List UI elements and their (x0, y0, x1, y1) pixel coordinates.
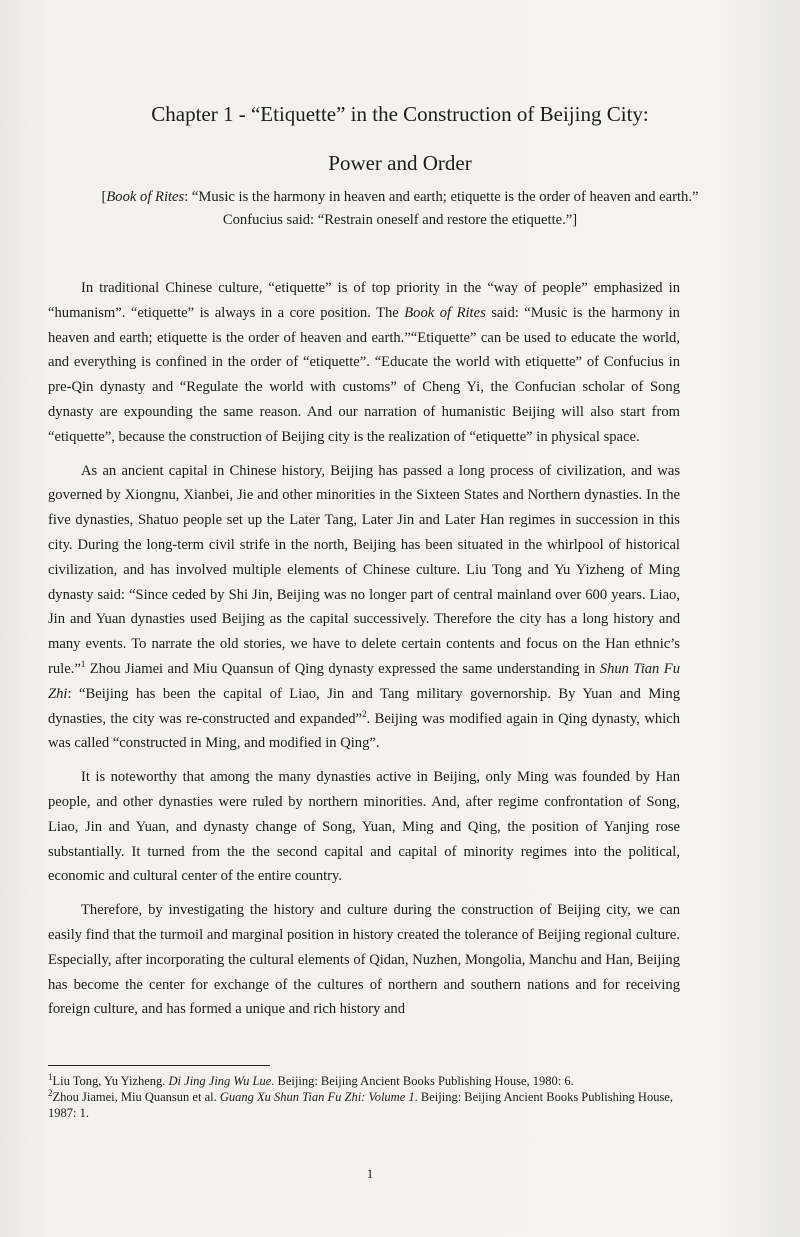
epigraph-source: Book of Rites (106, 189, 185, 205)
paragraph-2-text-a: As an ancient capital in Chinese history, Beijing has passed a long process of civilization, and was governed by Xiongnu, Xianbei, Jie and other minorities in the Sixteen States and Northern dynasties. In the five dynasties, Shatuo people set up the Later Tang, Later Jin and Later Han regimes in succession in this city. During the long-term civil strife in the north, Beijing has been situated in the whirlpool of historical civilization, and has involved multiple elements of Chinese culture. Liu Tong and Yu Yizheng of Ming dynasty said: “Since ceded by Shi Jin, Beijing was no longer part of central mainland over 600 years. Liao, Jin and Yuan dynasties used Beijing as the capital successively. Therefore the city has a long history and many events. To narrate the old stories, we have to delete certain contents and focus on the Han ethnic’s rule.” (48, 462, 680, 677)
footnote-1-authors: Liu Tong, Yu Yizheng. (52, 1074, 169, 1088)
epigraph (70, 186, 730, 232)
footnote-ref-1[interactable]: 1 (80, 659, 86, 670)
epigraph-text: : “Music is the harmony in heaven and earth; etiquette is the order of heaven and earth.” Confucius said: “Restrain oneself and restore the etiquette.”] (184, 189, 699, 228)
paragraph-4: Therefore, by investigating the history and culture during the construction of Beijing city, we can easily find that the turmoil and marginal position in history created the tolerance of Beijing regional culture. Especially, after incorporating the cultural elements of Qidan, Nuzhen, Mongolia, Manchu and Han, Beijing has become the center for exchange of the cultures of northern and southern nations and for receiving foreign culture, and has formed a unique and rich history and (48, 902, 680, 1018)
footnote-ref-2[interactable]: 2 (362, 708, 367, 719)
footnote-1 (48, 1073, 688, 1089)
paragraph-2-book-title: Shun Tian Fu Zhi (48, 660, 680, 702)
paragraph-1-text-a: In traditional Chinese culture, “etiquette” is of top priority in the “way of people” emphasized in “humanism”. “etiquette” is always in a core position. The (48, 280, 680, 321)
paragraph-2-text-b: Zhou Jiamei and Miu Quansun of Qing dynasty expressed the same understanding in (85, 660, 600, 677)
chapter-title-line-1: Chapter 1 - “Etiquette” in the Construction of Beijing City: (151, 102, 649, 126)
epigraph-open-bracket: [ (101, 189, 107, 205)
footnote-2-title: Guang Xu Shun Tian Fu Zhi: Volume 1 (219, 1090, 415, 1104)
footnote-2-publication: . Beijing: Beijing Ancient Books Publishing House, 1987: 1. (48, 1090, 673, 1120)
footnote-2 (48, 1089, 688, 1121)
paragraph-3: It is noteworthy that among the many dynasties active in Beijing, only Ming was founded by Han people, and other dynasties were ruled by northern minorities. And, after regime confrontation of Song, Liao, Jin and Yuan, and dynasty change of Song, Yuan, Ming and Qing, the position of Yanjing rose substantially. It turned from the the second capital and capital of minority regimes into the political, economic and cultural center of the entire country. (48, 769, 680, 885)
footnote-1-publication: . Beijing: Beijing Ancient Books Publishing House, 1980: 6. (271, 1074, 574, 1088)
paragraph-1 (48, 276, 680, 450)
paragraph-1-text-c: said: “Music is the harmony in heaven and earth; etiquette is the order of heaven and earth.”“Etiquette” can be used to educate the world, and everything is confined in the order of “etiquette”. “Educate the world with etiquette” of Confucius in pre-Qin dynasty and “Regulate the world with customs” of Cheng Yi, the Confucian scholar of Song dynasty are expounding the same reason. And our narration of humanistic Beijing will also start from “etiquette”, because the construction of Beijing city is the realization of “etiquette” in physical space. (48, 304, 680, 445)
body-text (48, 276, 680, 1031)
paragraph-2 (48, 459, 680, 757)
paragraph-2-text-e: . Beijing was modified again in Qing dynasty, which was called “constructed in Ming, and modified in Qing”. (48, 710, 680, 752)
footnotes (48, 1065, 688, 1121)
page-number: 1 (366, 1166, 374, 1181)
footnote-1-title: Di Jing Jing Wu Lue (168, 1074, 272, 1088)
footnote-2-number: 2 (48, 1087, 53, 1098)
chapter-title-line-2: Power and Order (328, 151, 472, 175)
footnote-2-authors: Zhou Jiamei, Miu Quansun et al. (52, 1090, 220, 1104)
footnote-1-number: 1 (48, 1071, 53, 1082)
paragraph-2-text-d: : “Beijing has been the capital of Liao, Jin and Tang military governorship. By Yuan and Ming dynasties, the city was re-constructed and expanded” (48, 685, 680, 727)
paragraph-1-book-title: Book of Rites (404, 304, 486, 321)
